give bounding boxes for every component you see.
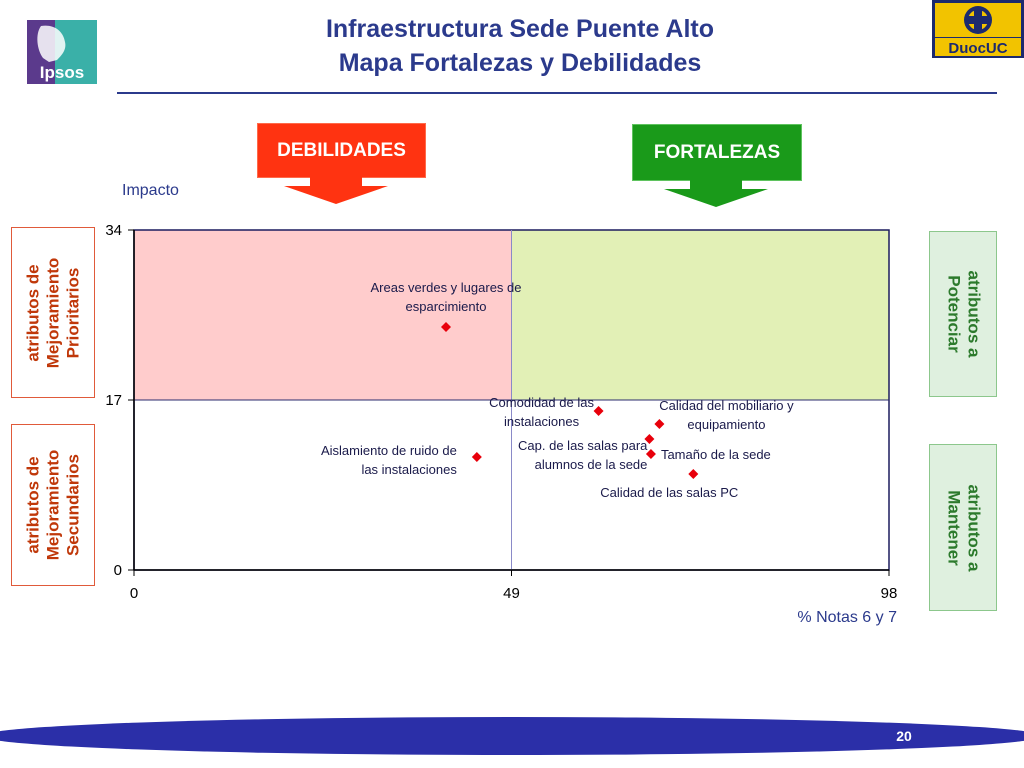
x-tick-label: 0 [129, 585, 139, 602]
data-point [654, 419, 664, 429]
side-line: atributos a [964, 484, 983, 571]
data-point [646, 449, 656, 459]
x-axis-label: % Notas 6 y 7 [797, 609, 897, 626]
side-line: Mejoramiento [43, 257, 62, 368]
x-tick-label: 49 [503, 585, 520, 602]
y-axis-label: Impacto [122, 182, 179, 199]
side-line: Potenciar [944, 275, 963, 353]
y-tick-label: 34 [105, 222, 122, 239]
page-number: 20 [896, 728, 912, 744]
data-point [688, 469, 698, 479]
data-point-label: alumnos de la sede [534, 457, 648, 472]
data-point-label: Calidad de las salas PC [600, 485, 739, 500]
side-line: atributos de [23, 456, 42, 554]
side-line: Prioritarios [63, 267, 82, 358]
data-point-label: esparcimiento [405, 299, 487, 314]
ipsos-logo-text: Ipsos [39, 63, 85, 82]
data-point-label: Comodidad de las [489, 395, 594, 410]
footer-band [0, 714, 1024, 764]
debilidades-label: DEBILIDADES [277, 139, 406, 161]
y-tick-label: 0 [113, 562, 122, 579]
data-point-label: instalaciones [503, 414, 580, 429]
duocuc-logo-text: DuocUC [948, 40, 1008, 57]
data-point-label: Cap. de las salas para [518, 438, 648, 453]
page-title: Infraestructura Sede Puente Alto [325, 15, 715, 43]
side-line: Secundarios [63, 453, 82, 557]
quadrant-debilidades [134, 230, 512, 400]
side-line: Mejoramiento [43, 449, 62, 561]
side-line: atributos de [23, 263, 42, 362]
side-line: Mantener [944, 489, 963, 566]
data-point [594, 406, 604, 416]
data-point-label: Tamaño de la sede [660, 447, 771, 462]
fortalezas-label: FORTALEZAS [653, 141, 781, 163]
quadrant-fortalezas [512, 230, 890, 400]
data-point-label: Calidad del mobiliario y [659, 398, 794, 413]
plot-area [105, 222, 897, 602]
data-point-label: Aislamiento de ruido de [320, 443, 457, 458]
data-point-label: Areas verdes y lugares de [370, 280, 522, 295]
x-tick-label: 98 [880, 585, 898, 602]
y-tick-label: 17 [105, 392, 122, 409]
data-point-label: equipamiento [687, 417, 766, 432]
data-point [472, 452, 482, 462]
page-subtitle: Mapa Fortalezas y Debilidades [338, 49, 702, 77]
side-line: atributos a [964, 270, 983, 358]
data-point-label: las instalaciones [361, 462, 457, 477]
